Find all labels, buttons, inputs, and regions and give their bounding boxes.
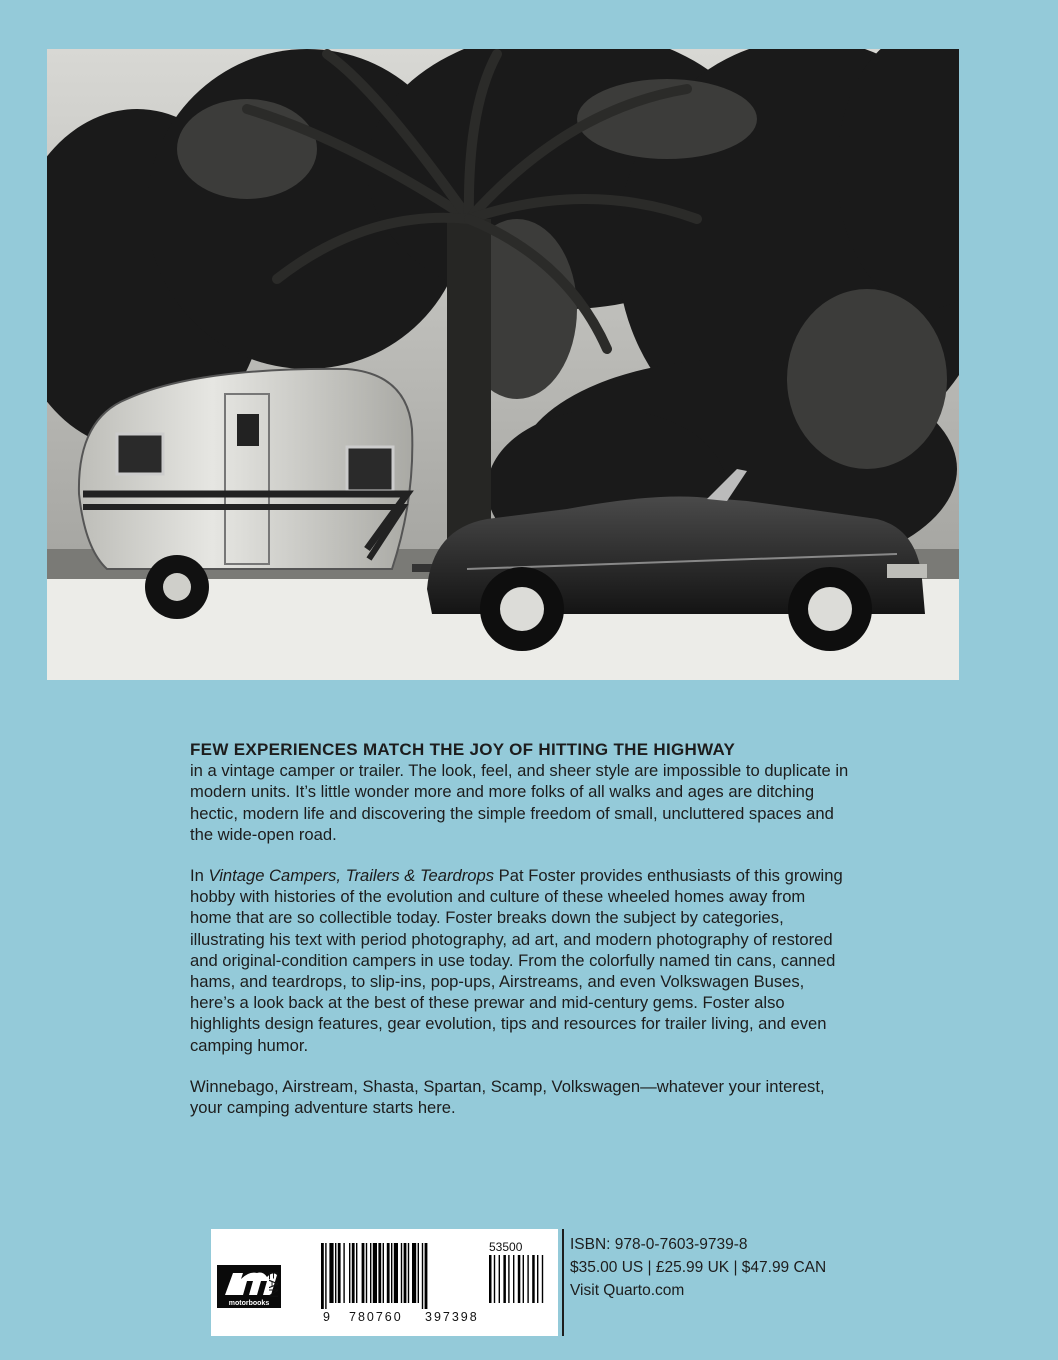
addon-barcode-bar xyxy=(527,1255,528,1303)
book-title: Vintage Campers, Trailers & Teardrops xyxy=(208,866,495,886)
addon-barcode-bar xyxy=(508,1255,509,1303)
addon-barcode-bar xyxy=(513,1255,514,1303)
barcode-bar xyxy=(408,1243,409,1303)
barcode-bar xyxy=(401,1243,402,1303)
blurb-paragraph-1 xyxy=(190,739,850,845)
blurb-paragraph-2 xyxy=(190,865,850,1056)
barcode-bar xyxy=(335,1243,336,1303)
barcode-bar xyxy=(338,1243,341,1303)
barcode-bar xyxy=(356,1243,357,1303)
barcode-bar xyxy=(422,1243,423,1309)
addon-barcode-bar xyxy=(494,1255,495,1303)
barcode-digits-group-2: 397398 xyxy=(425,1310,479,1324)
barcode-bar xyxy=(383,1243,384,1303)
addon-barcode-bar xyxy=(489,1255,492,1303)
barcode-bar xyxy=(366,1243,367,1303)
barcode-digit-first: 9 xyxy=(323,1310,330,1324)
barcode-bar xyxy=(425,1243,428,1309)
barcode-bar xyxy=(412,1243,416,1303)
website-link[interactable]: Visit Quarto.com xyxy=(570,1282,685,1299)
barcode-bar xyxy=(387,1243,390,1303)
isbn-info xyxy=(570,1233,826,1302)
barcode-bar xyxy=(418,1243,419,1303)
isbn-line: ISBN: 978-0-7603-9739-8 xyxy=(570,1236,748,1253)
barcode-bars xyxy=(321,1243,551,1313)
barcode-bar xyxy=(325,1243,326,1309)
addon-barcode-bar xyxy=(503,1255,506,1303)
barcode-bar xyxy=(370,1243,371,1303)
barcode-bar xyxy=(391,1243,392,1303)
barcode-bar xyxy=(394,1243,398,1303)
addon-barcode-bar xyxy=(518,1255,521,1303)
barcode-bar xyxy=(362,1243,365,1303)
logo-text: motorbooks xyxy=(228,1300,270,1307)
barcode-bar xyxy=(352,1243,355,1303)
barcode-bar xyxy=(373,1243,377,1303)
barcode-bar xyxy=(329,1243,333,1303)
barcode-bar xyxy=(378,1243,381,1303)
divider-rule xyxy=(562,1229,564,1336)
barcode-digits-group-1: 780760 xyxy=(349,1310,403,1324)
addon-barcode-bar xyxy=(532,1255,535,1303)
addon-barcode-bar xyxy=(537,1255,538,1303)
price-code: 53500 xyxy=(489,1240,523,1254)
barcode-panel xyxy=(211,1229,558,1336)
addon-barcode-bar xyxy=(523,1255,524,1303)
blurb-paragraph-1-text: in a vintage camper or trailer. The look, feel, and sheer style are impossible to duplicate in modern units. It’s little wonder more and more folks of all walks and ages are ditching hectic, modern life and discovering the simple freedom of small, uncluttered spaces and the wide-open road. xyxy=(190,761,849,844)
price-line: $35.00 US | £25.99 UK | $47.99 CAN xyxy=(570,1259,827,1276)
ean-label: EAN xyxy=(266,1271,281,1298)
barcode-bar xyxy=(321,1243,324,1309)
barcode-bar xyxy=(404,1243,407,1303)
barcode-bar xyxy=(349,1243,350,1303)
barcode-bar xyxy=(343,1243,344,1303)
addon-barcode-bar xyxy=(499,1255,500,1303)
blurb-paragraph-2-prefix: In xyxy=(190,866,209,886)
blurb-paragraph-2-text: Pat Foster provides enthusiasts of this growing hobby with histories of the evolution and culture of these wheeled homes away from home that are so collectible today. Foster breaks down the subject by categories, illustrating his text with period photography, ad art, and modern photography of restored and original-condition campers in use today. From the colorfully named tin cans, canned hams, and teardrops, to slip-ins, pop-ups, Airstreams, and even Volkswagen Buses, here’s a look back at the best of these prewar and mid-century gems. Foster also highlights design features, gear evolution, tips and resources for trailer living, and even camping humor. xyxy=(190,866,843,1055)
vintage-photo-illustration xyxy=(47,49,959,680)
blurb-paragraph-3: Winnebago, Airstream, Shasta, Spartan, Scamp, Volkswagen—whatever your interest, your camping adventure starts here. xyxy=(190,1076,825,1118)
cover-photo-trailer-and-convertible xyxy=(47,49,959,680)
addon-barcode-bar xyxy=(542,1255,543,1303)
back-cover-blurb xyxy=(190,739,850,1138)
blurb-lead-heading: FEW EXPERIENCES MATCH THE JOY OF HITTING THE HIGHWAY xyxy=(190,740,736,759)
